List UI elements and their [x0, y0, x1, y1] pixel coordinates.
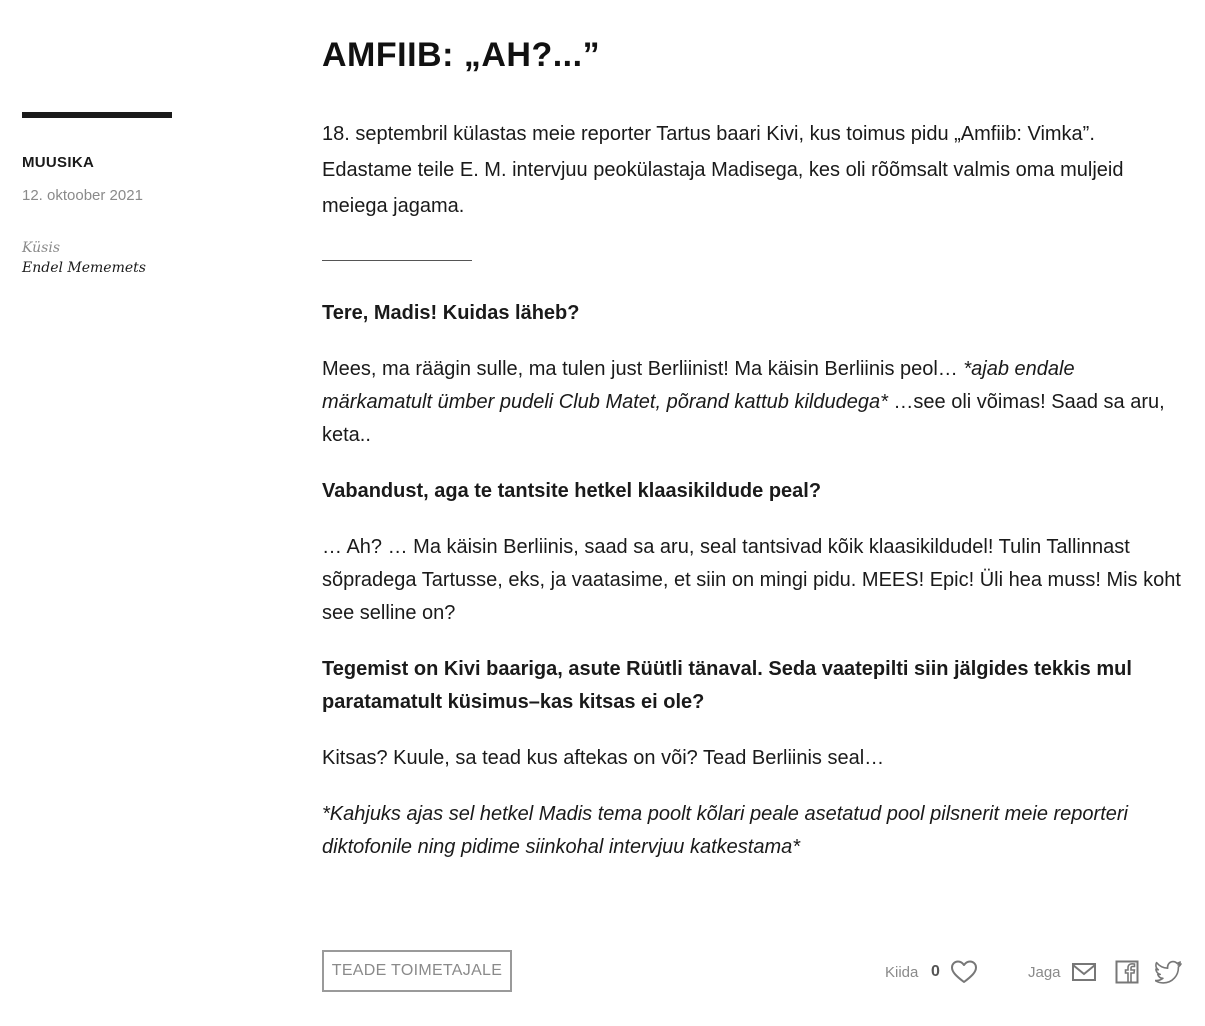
article-content — [322, 32, 1187, 864]
heart-icon[interactable] — [950, 959, 978, 985]
like-count: 0 — [931, 963, 940, 980]
question-3: Tegemist on Kivi baariga, asute Rüütli tänaval. Seda vaatepilti siin jälgides tekkis mul paratamatult küsimus–kas kitsas ei ole? — [322, 658, 1132, 713]
author-role: Küsis — [22, 240, 61, 256]
author-name[interactable]: Endel Mememets — [22, 260, 146, 276]
answer-1-stage-direction: *ajab endale märkamatult ümber pudeli Club Matet, põrand kattub kildudega* — [322, 358, 1075, 413]
question-2: Vabandust, aga te tantsite hetkel klaasikildude peal? — [322, 480, 822, 502]
article-meta — [22, 112, 222, 276]
like-label: Kiida — [885, 964, 919, 981]
publish-date: 12. oktoober 2021 — [22, 187, 143, 204]
article-footer — [322, 950, 1187, 996]
answer-3: Kitsas? Kuule, sa tead kus aftekas on või? Tead Berliinis seal… — [322, 747, 885, 769]
answer-2: … Ah? … Ma käisin Berliinis, saad sa aru, seal tantsivad kõik klaasikildudel! Tulin Tallinnast sõpradega Tartusse, eks, ja vaatasime, et siin on mingi pidu. MEES! Epic! Üli hea muss! Mis koht see selline on? — [322, 536, 1181, 624]
closing-note: *Kahjuks ajas sel hetkel Madis tema poolt kõlari peale asetatud pool pilsnerit meie reporteri diktofonile ning pidime siinkohal intervjuu katkestama* — [322, 803, 1128, 858]
notify-editor-button[interactable]: TEADE TOIMETAJALE — [322, 950, 512, 992]
mail-icon[interactable] — [1071, 960, 1097, 984]
question-1: Tere, Madis! Kuidas läheb? — [322, 302, 580, 324]
answer-1 — [322, 353, 1187, 452]
share-label: Jaga — [1028, 964, 1061, 981]
meta-divider-bar — [22, 112, 172, 118]
twitter-icon[interactable] — [1155, 960, 1183, 984]
interview-body — [322, 297, 1187, 864]
article-title: AMFIIB: „AH?...” — [322, 36, 601, 74]
answer-1-text-start: Mees, ma räägin sulle, ma tulen just Berliinist! Ma käisin Berliinis peol… — [322, 358, 964, 380]
article-lead: 18. septembril külastas meie reporter Tartus baari Kivi, kus toimus pidu „Amfiib: Vimka”. Edastame teile E. M. intervjuu peokülastaja Madisega, kes oli rõõmsalt valmis oma muljeid meiega jagama. — [322, 123, 1124, 217]
answer-1-text-end: …see oli võimas! Saad sa aru, keta.. — [322, 391, 1165, 446]
lead-divider — [322, 260, 472, 261]
facebook-icon[interactable] — [1115, 960, 1139, 984]
category-link[interactable]: MUUSIKA — [22, 154, 95, 171]
